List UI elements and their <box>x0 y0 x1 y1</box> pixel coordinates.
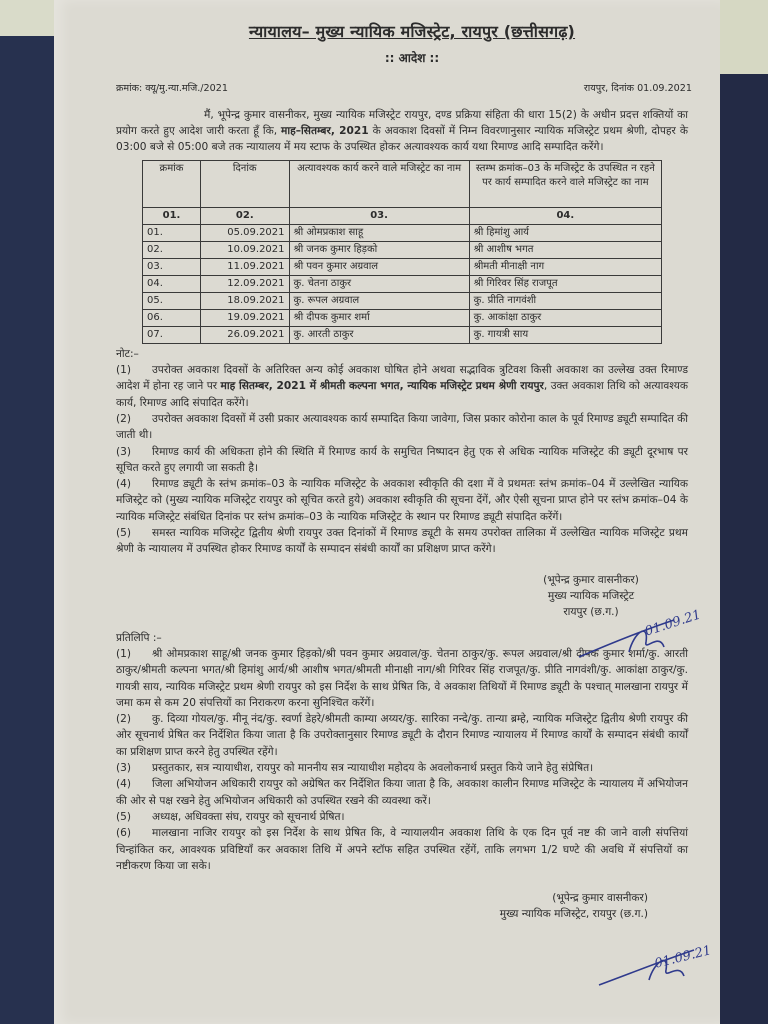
copy-number: (5) <box>116 810 132 823</box>
note-text: उपरोक्त अवकाश दिवसों के अतिरिक्त अन्य कोई अवकाश घोषित होने अथवा सद्भाविक त्रुटिवश किसी अवकाश का उल्लेख उक्त रिमाण्ड आदेश में होना रह जाने पर <box>116 364 688 393</box>
cell-alternate: कु. गायत्री साय <box>469 326 661 343</box>
table-row <box>143 224 662 241</box>
col-header-sno: क्रमांक <box>143 160 201 207</box>
order-heading: :: आदेश :: <box>384 51 440 66</box>
cell-magistrate: श्री ओमप्रकाश साहू <box>289 224 469 241</box>
cell-date: 10.09.2021 <box>201 241 290 258</box>
cell-date: 12.09.2021 <box>201 275 290 292</box>
court-title: न्यायालय– मुख्य न्यायिक मजिस्ट्रेट, रायपुर (छत्तीसगढ़) <box>248 22 576 41</box>
note-text: , उक्त अवकाश तिथि को अत्यावश्यक कार्य, रिमाण्ड आदि संपादित करेंगे। <box>116 380 688 409</box>
note-item <box>116 476 688 525</box>
duty-table <box>142 160 662 344</box>
cell-sno: 07. <box>143 326 201 343</box>
note-number: (3) <box>116 445 132 458</box>
cell-date: 18.09.2021 <box>201 292 290 309</box>
cell-magistrate: श्री जनक कुमार हिड़को <box>289 241 469 258</box>
cell-date: 26.09.2021 <box>201 326 290 343</box>
copy-item <box>116 825 688 874</box>
signature-block-2 <box>116 890 648 922</box>
note-item <box>116 444 688 477</box>
table-row <box>143 309 662 326</box>
table-row <box>143 275 662 292</box>
signatory-place: रायपुर (छ.ग.) <box>563 605 619 618</box>
cell-date: 19.09.2021 <box>201 309 290 326</box>
cell-magistrate: कु. आरती ठाकुर <box>289 326 469 343</box>
cell-sno: 05. <box>143 292 201 309</box>
column-number: 01. <box>143 207 201 224</box>
intro-paragraph <box>116 107 688 156</box>
copy-number: (2) <box>116 713 132 726</box>
copy-text: अध्यक्ष, अधिवक्ता संघ, रायपुर को सूचनार्थ प्रेषित। <box>152 810 345 823</box>
table-header-row <box>143 160 662 207</box>
signatory-name: (भूपेन्द्र कुमार वासनीकर) <box>543 573 639 586</box>
table-row <box>143 292 662 309</box>
cell-alternate: श्री आशीष भगत <box>469 241 661 258</box>
copy-text: मालखाना नाजिर रायपुर को इस निर्देश के साथ प्रेषित कि, वे न्यायालयीन अवकाश तिथि के एक दिन पूर्व नष्ट की जाने वाली संपत्तियां चिन्हांकित कर, आवश्यक प्रविष्टियाँ कर अवकाश तिथि में अपने स्टॉफ सहित उपस्थित रहेंगें, ताकि लगभग 1/2 घण्टे की अवधि में संपत्तियों का नष्टीकरण किया जा सके। <box>116 827 688 872</box>
copy-number: (4) <box>116 778 132 791</box>
cell-sno: 06. <box>143 309 201 326</box>
note-text: रिमाण्ड कार्य की अधिकता होने की स्थिति में रिमाण्ड कार्य के समुचित निष्पादन हेतु एक से अधिक न्यायिक मजिस्ट्रेट की ड्यूटी दूरभाष पर सूचित करते हुए लगायी जा सकती है। <box>116 445 688 474</box>
table-row <box>143 326 662 343</box>
document-page <box>116 22 692 922</box>
cell-alternate: कु. प्रीति नागवंशी <box>469 292 661 309</box>
note-text: समस्त न्यायिक मजिस्ट्रेट द्वितीय श्रेणी रायपुर उक्त दिनांकों में रिमाण्ड ड्यूटी के समय उपरोक्त तालिका में उल्लेखित न्यायिक मजिस्ट्रेट प्रथम श्रेणी के न्यायालय में उपस्थित होकर रिमाण्ड कार्यों के सम्पादन संबंधी कार्यों का प्रशिक्षण प्राप्त करेंगे। <box>116 527 688 556</box>
cell-magistrate: कु. चेतना ठाकुर <box>289 275 469 292</box>
intro-month: माह–सितम्बर, 2021 <box>281 125 369 138</box>
copy-item <box>116 809 688 825</box>
col-header-magistrate: अत्यावश्यक कार्य करने वाले मजिस्ट्रेट का नाम <box>289 160 469 207</box>
place-date: रायपुर, दिनांक 01.09.2021 <box>583 82 692 94</box>
copy-label: प्रतिलिपि :– <box>116 631 162 644</box>
copy-number: (1) <box>116 647 132 660</box>
document-paper <box>54 0 720 1024</box>
note-item <box>116 525 688 558</box>
cell-magistrate: कु. रूपल अग्रवाल <box>289 292 469 309</box>
signature-date-2: 01.09.21 <box>653 943 713 972</box>
copy-number: (6) <box>116 827 132 840</box>
cell-date: 05.09.2021 <box>201 224 290 241</box>
cell-alternate: श्री गिरिवर सिंह राजपूत <box>469 275 661 292</box>
intro-text-1: मैं, भूपेन्द्र कुमार वासनीकर, मुख्य न्यायिक मजिस्ट्रेट रायपुर, दण्ड प्रक्रिया संहिता की धारा 15(2) के अधीन प्रदत्त शक्तियों का प्रयोग करते हुए आदेश जारी करता हूँ कि, <box>116 108 688 138</box>
col-header-alternate: स्तम्भ क्रमांक–03 के मजिस्ट्रेट के उपस्थित न रहने पर कार्य सम्पादित करने वाले मजिस्ट्रेट का नाम <box>469 160 661 207</box>
reference-row <box>116 81 692 97</box>
copy-item <box>116 711 688 760</box>
notes-label: नोट:– <box>116 347 139 360</box>
cell-date: 11.09.2021 <box>201 258 290 275</box>
cell-sno: 03. <box>143 258 201 275</box>
background-wall-right <box>720 0 768 74</box>
table-row <box>143 258 662 275</box>
copy-text: कु. दिव्या गोयल/कु. मीनू नंद/कु. स्वर्णा डेहरे/श्रीमती काम्या अय्यर/कु. सारिका नन्दे/कु. तान्या ब्रम्हे, न्यायिक मजिस्ट्रेट द्वितीय श्रेणी रायपुर की ओर सूचनार्थ प्रेषित कर निर्देशित किया जाता है कि उपरोक्तानुसार रिमाण्ड ड्यूटी के दौरान रिमाण्ड न्यायालय में रिमाण्ड कार्यों के सम्पादन संबंधी कार्यों का प्रशिक्षण प्राप्त करने हेतु उपस्थित रहेंगे। <box>116 713 688 758</box>
note-number: (1) <box>116 364 132 377</box>
column-number: 04. <box>469 207 661 224</box>
cell-sno: 04. <box>143 275 201 292</box>
signatory-name: (भूपेन्द्र कुमार वासनीकर) <box>552 892 648 905</box>
cell-sno: 01. <box>143 224 201 241</box>
background-desk-left <box>0 36 54 1024</box>
note-number: (4) <box>116 478 132 491</box>
intro-text-2: के अवकाश दिवसों में निम्न विवरणानुसार न्यायिक मजिस्ट्रेट प्रथम श्रेणी, दोपहर के 03:00 बजे से 05:00 बजे तक न्यायालय में मय स्टाफ के उपस्थित होकर अत्यावश्यक कार्य यथा रिमाण्ड आदि सम्पादित करेंगे। <box>116 125 688 154</box>
copy-item <box>116 760 688 776</box>
note-bold-text: माह सितम्बर, 2021 में श्रीमती कल्पना भगत, न्यायिक मजिस्ट्रेट प्रथम श्रेणी रायपुर <box>220 380 544 393</box>
note-item <box>116 362 688 411</box>
table-row <box>143 241 662 258</box>
column-number: 02. <box>201 207 290 224</box>
note-text: रिमाण्ड ड्यूटी के स्तंभ क्रमांक–03 के न्यायिक मजिस्ट्रेट के अवकाश स्वीकृति की दशा में वे प्रथमतः स्तंभ क्रमांक–04 में उल्लेखित न्यायिक मजिस्ट्रेट को (मुख्य न्यायिक मजिस्ट्रेट रायपुर को सूचित करते हुये) अवकाश स्वीकृति की सूचना देंगें, और ऐसी सूचना प्राप्त होने पर स्तंभ क्रमांक–04 के न्यायिक मजिस्ट्रेट संबंधित दिनांक पर स्तंभ क्रमांक–03 के न्यायिक मजिस्ट्रेट के स्थान पर रिमाण्ड ड्यूटी संपादित करेंगें। <box>116 478 688 523</box>
col-header-date: दिनांक <box>201 160 290 207</box>
cell-alternate: कु. आकांक्षा ठाकुर <box>469 309 661 326</box>
note-number: (2) <box>116 412 132 425</box>
copy-number: (3) <box>116 762 132 775</box>
cell-alternate: श्रीमती मीनाक्षी नाग <box>469 258 661 275</box>
signature-date-1: 01.09.21 <box>643 607 703 640</box>
note-text: उपरोक्त अवकाश दिवसों में उसी प्रकार अत्यावश्यक कार्य सम्पादित किया जावेगा, जिस प्रकार कोरोना काल के पूर्व रिमाण्ड ड्यूटी सम्पादित की जाती थी। <box>116 412 689 442</box>
cell-sno: 02. <box>143 241 201 258</box>
column-number-row <box>143 207 662 224</box>
note-item <box>116 411 688 444</box>
reference-number: क्रमांक: क्यू/मु.न्या.मजि./2021 <box>116 82 228 94</box>
copy-text: प्रस्तुतकार, सत्र न्यायाधीश, रायपुर को माननीय सत्र न्यायाधीश महोदय के अवलोकनार्थ प्रस्तुत किये जाने हेतु संप्रेषित। <box>152 762 594 775</box>
signatory-designation: मुख्य न्यायिक मजिस्ट्रेट, रायपुर (छ.ग.) <box>499 908 648 921</box>
signatory-designation: मुख्य न्यायिक मजिस्ट्रेट <box>547 589 635 602</box>
cell-alternate: श्री हिमांशु आर्य <box>469 224 661 241</box>
copy-item <box>116 776 688 809</box>
copy-text: श्री ओमप्रकाश साहू/श्री जनक कुमार हिड़को/श्री पवन कुमार अग्रवाल/कु. चेतना ठाकुर/कु. रूपल अग्रवाल/श्री दीपक कुमार शर्मा/कु. आरती ठाकुर/श्रीमती कल्पना भगत/श्री हिमांशु आर्य/श्री आशीष भगत/श्रीमती मीनाक्षी नाग/श्री गिरिवर सिंह राजपूत/कु. प्रीति नागवंशी/कु. आकांक्षा ठाकुर/कु. गायत्री साय, न्यायिक मजिस्ट्रेट प्रथम श्रेणी रायपुर को इस निर्देश के साथ प्रेषित कि, वे अवकाश तिथियों में रिमाण्ड ड्यूटी के पश्चात् मालखाना रायपुर में जमा कम से कम 20 संपत्तियों का निराकरण करना सुनिश्चित करेंगें। <box>116 647 688 709</box>
note-number: (5) <box>116 527 132 540</box>
copy-text: जिला अभियोजन अधिकारी रायपुर को अग्रेषित कर निर्देशित किया जाता है कि, अवकाश कालीन रिमाण्ड मजिस्ट्रेट के न्यायालय में अभियोजन की ओर से पक्ष रखने हेतु अभियोजन अधिकारी को उपस्थित रखने की व्यवस्था करें। <box>116 778 688 807</box>
cell-magistrate: श्री पवन कुमार अग्रवाल <box>289 258 469 275</box>
cell-magistrate: श्री दीपक कुमार शर्मा <box>289 309 469 326</box>
background-desk-right <box>720 74 768 1024</box>
column-number: 03. <box>289 207 469 224</box>
